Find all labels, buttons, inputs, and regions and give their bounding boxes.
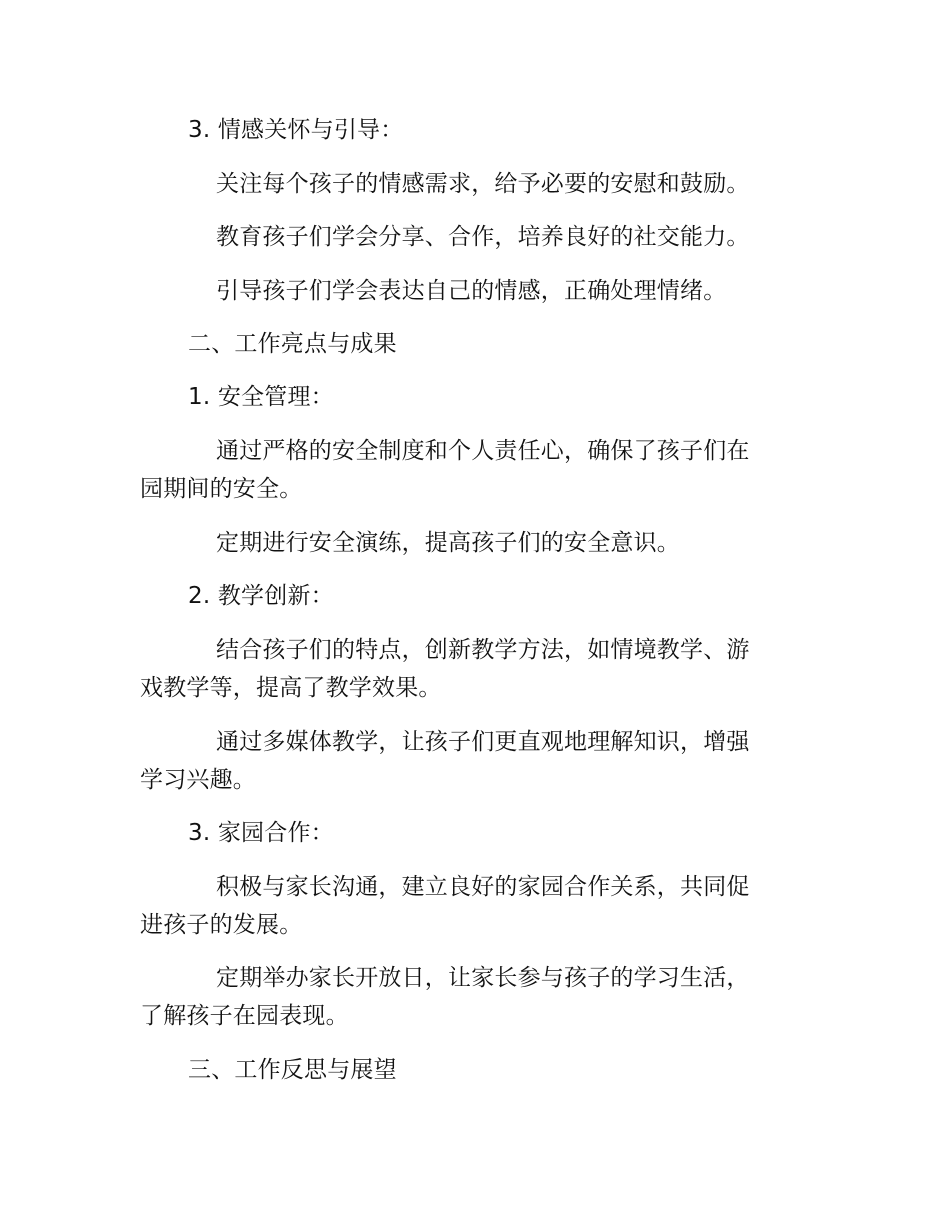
subheading-safety: 1. 安全管理： [188, 384, 334, 410]
paragraph-line: 关注每个孩子的情感需求，给予必要的安慰和鼓励。 [216, 171, 750, 197]
paragraph-line: 通过严格的安全制度和个人责任心，确保了孩子们在 [216, 438, 750, 464]
paragraph-line: 定期进行安全演练，提高孩子们的安全意识。 [216, 530, 680, 556]
paragraph-line: 定期举办家长开放日，让家长参与孩子的学习生活， [216, 965, 750, 991]
subheading-emotional-care: 3. 情感关怀与引导： [188, 117, 404, 143]
subheading-home-school: 3. 家园合作： [188, 820, 334, 846]
subheading-teaching-innovation: 2. 教学创新： [188, 583, 334, 609]
paragraph-line: 积极与家长沟通，建立良好的家园合作关系，共同促 [216, 874, 750, 900]
paragraph-line: 进孩子的发展。 [140, 912, 303, 938]
paragraph-line: 通过多媒体教学，让孩子们更直观地理解知识，增强 [216, 729, 750, 755]
section-heading-reflection: 三、工作反思与展望 [188, 1057, 397, 1083]
paragraph-line: 戏教学等，提高了教学效果。 [140, 675, 442, 701]
paragraph-line: 引导孩子们学会表达自己的情感，正确处理情绪。 [216, 278, 727, 304]
section-heading-highlights: 二、工作亮点与成果 [188, 331, 397, 357]
paragraph-line: 结合孩子们的特点，创新教学方法，如情境教学、游 [216, 637, 750, 663]
paragraph-line: 教育孩子们学会分享、合作，培养良好的社交能力。 [216, 224, 750, 250]
paragraph-line: 了解孩子在园表现。 [140, 1003, 349, 1029]
paragraph-line: 学习兴趣。 [140, 767, 256, 793]
paragraph-line: 园期间的安全。 [140, 476, 303, 502]
